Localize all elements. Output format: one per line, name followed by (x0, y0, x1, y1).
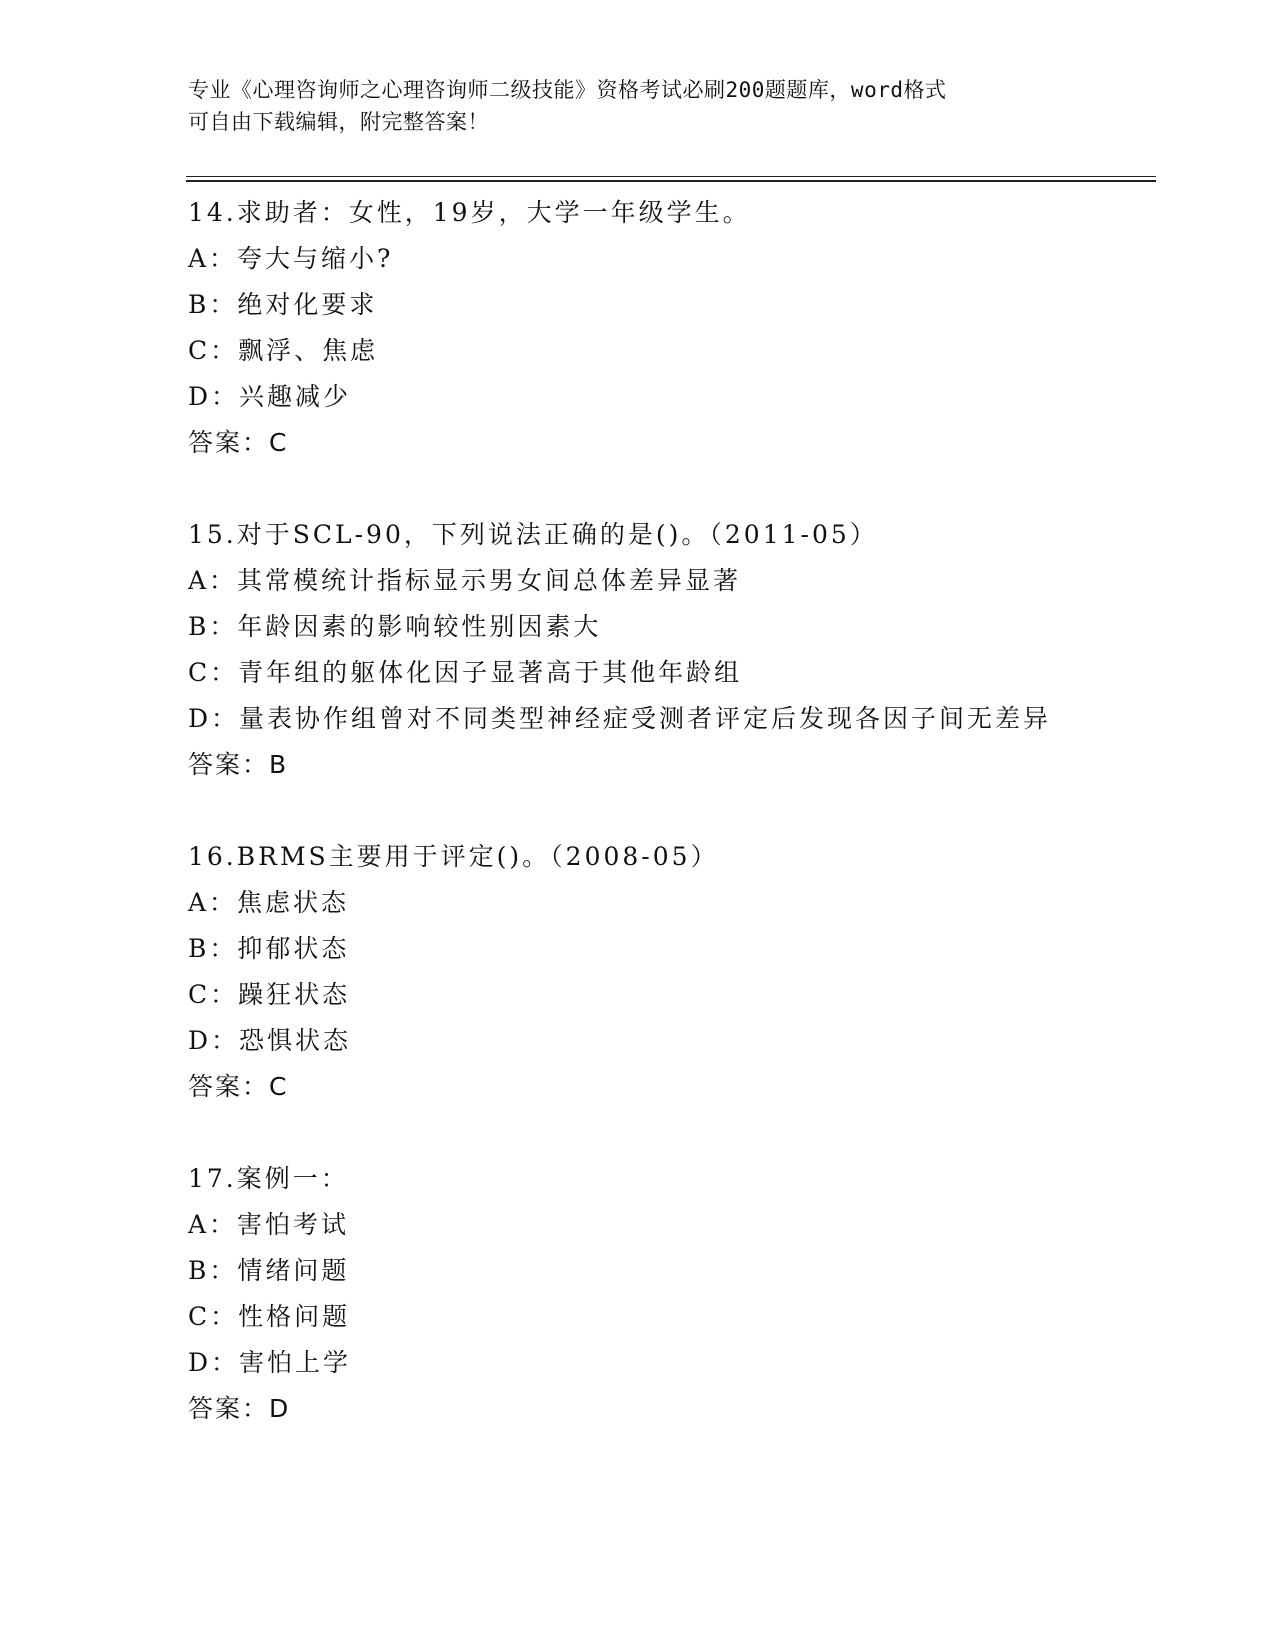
answer: 答案：B (188, 750, 289, 779)
question-17 (188, 1156, 1188, 1432)
question-16 (188, 834, 1188, 1110)
option-a: A：其常模统计指标显示男女间总体差异显著 (188, 566, 742, 595)
option-d: D：恐惧状态 (188, 1026, 352, 1055)
option-a: A：害怕考试 (188, 1210, 350, 1239)
option-d: D：害怕上学 (188, 1348, 352, 1377)
question-list (188, 190, 1188, 1432)
option-c: C：青年组的躯体化因子显著高于其他年龄组 (188, 658, 743, 687)
header-line-1: 专业《心理咨询师之心理咨询师二级技能》资格考试必刷200题题库，word格式 (188, 78, 947, 102)
option-b: B：情绪问题 (188, 1256, 350, 1285)
header-divider-thick (186, 180, 1156, 182)
option-a: A：焦虑状态 (188, 888, 350, 917)
option-b: B：年龄因素的影响较性别因素大 (188, 612, 602, 641)
document-header (188, 74, 1088, 138)
option-c: C：躁狂状态 (188, 980, 351, 1009)
header-divider-thin (186, 176, 1156, 177)
option-a: A：夸大与缩小? (188, 244, 394, 273)
question-stem: 14.求助者：女性，19岁，大学一年级学生。 (188, 198, 751, 227)
option-c: C：飘浮、焦虑 (188, 336, 379, 365)
question-15 (188, 512, 1188, 788)
option-d: D：量表协作组曾对不同类型神经症受测者评定后发现各因子间无差异 (188, 704, 1052, 733)
header-line-2: 可自由下载编辑，附完整答案！ (188, 110, 489, 134)
answer: 答案：C (188, 428, 289, 457)
answer: 答案：D (188, 1394, 291, 1423)
question-stem: 17.案例一： (188, 1164, 349, 1193)
option-d: D：兴趣减少 (188, 382, 352, 411)
answer: 答案：C (188, 1072, 289, 1101)
question-stem: 15.对于SCL-90，下列说法正确的是()。（2011-05） (188, 520, 878, 549)
option-c: C：性格问题 (188, 1302, 351, 1331)
question-stem: 16.BRMS主要用于评定()。（2008-05） (188, 842, 719, 871)
question-14 (188, 190, 1188, 466)
option-b: B：绝对化要求 (188, 290, 378, 319)
option-b: B：抑郁状态 (188, 934, 350, 963)
